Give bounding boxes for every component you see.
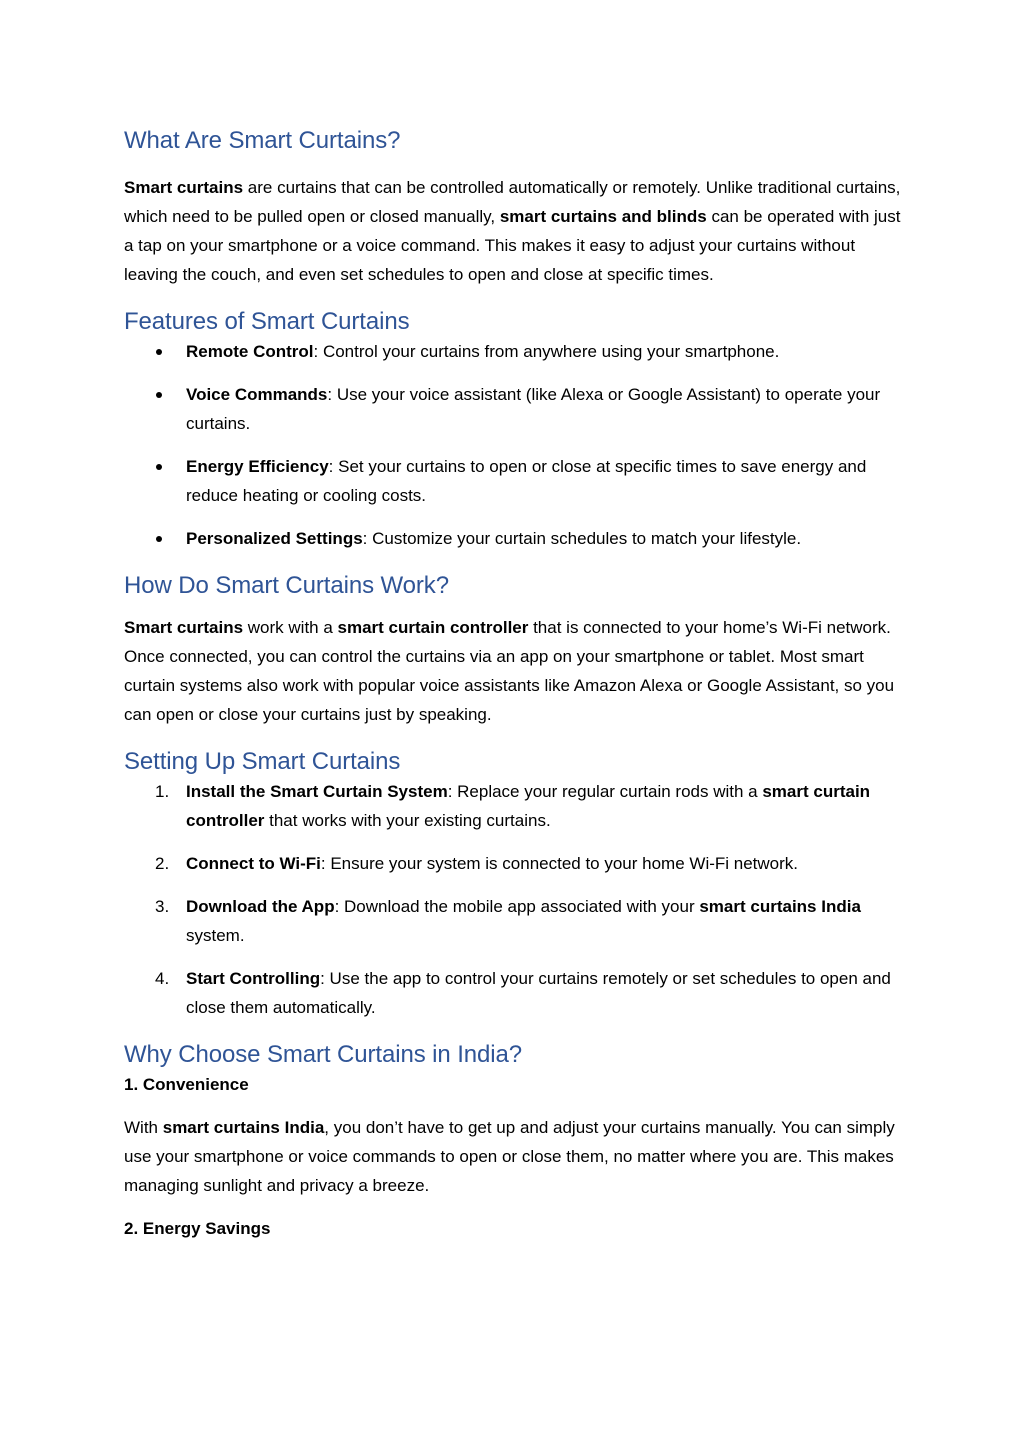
heading-how-do-smart-curtains-work: How Do Smart Curtains Work? (124, 572, 449, 599)
list-item-title: Connect to Wi-Fi (186, 854, 321, 873)
list-item-title: Install the Smart Curtain System (186, 782, 448, 801)
list-item-title: Personalized Settings (186, 529, 363, 548)
list-item-title: Start Controlling (186, 969, 321, 988)
list-item (124, 849, 904, 878)
bold-term: smart curtain controller (186, 782, 871, 830)
paragraph-text: that is connected to your home’s Wi-Fi network. Once connected, you can control the curtains via an app on your smartphone or tablet. Most smart curtain systems also work with popular voice assistants like Amazon Alexa or Google Assistant, so you can open or close your curtains just by speaking. (124, 618, 895, 724)
paragraph-convenience (124, 1113, 904, 1200)
list-item-text: : Download the mobile app associated with your (334, 897, 700, 916)
bullet-icon (156, 464, 162, 470)
list-item-text: : Use the app to control your curtains remotely or set schedules to open and close them automatically. (186, 969, 891, 1017)
list-item (124, 892, 904, 950)
heading-setting-up: Setting Up Smart Curtains (124, 748, 401, 775)
list-item (124, 524, 904, 553)
list-item (124, 337, 904, 366)
bold-term: Smart curtains (124, 178, 244, 197)
list-item-text: : Set your curtains to open or close at specific times to save energy and reduce heating or cooling costs. (186, 457, 867, 505)
step-number: 3. (155, 897, 170, 916)
list-item (124, 452, 904, 510)
subheading-energy-savings: 2. Energy Savings (124, 1219, 271, 1238)
bold-term: smart curtain controller (337, 618, 529, 637)
step-number: 4. (155, 969, 170, 988)
bold-term: smart curtains India (699, 897, 861, 916)
step-number: 1. (155, 782, 170, 801)
list-item (124, 964, 904, 1022)
subheading-convenience: 1. Convenience (124, 1075, 249, 1094)
list-item-text: : Replace your regular curtain rods with a (447, 782, 763, 801)
bold-term: smart curtains and blinds (499, 207, 707, 226)
heading-why-choose: Why Choose Smart Curtains in India? (124, 1041, 523, 1068)
list-item-text: : Control your curtains from anywhere using your smartphone. (313, 342, 780, 361)
document-page (124, 120, 904, 1243)
list-item-text: that works with your existing curtains. (264, 811, 551, 830)
list-item-title: Remote Control (186, 342, 314, 361)
paragraph-text: are curtains that can be controlled automatically or remotely. Unlike traditional curtains, which need to be pulled open or closed manually, (124, 178, 901, 226)
list-item (124, 380, 904, 438)
bullet-icon (156, 536, 162, 542)
list-item-text: system. (186, 926, 245, 945)
setup-steps-list (124, 777, 904, 1022)
list-item-text: : Use your voice assistant (like Alexa or Google Assistant) to operate your curtains. (186, 385, 881, 433)
list-item-title: Voice Commands (186, 385, 328, 404)
list-item-title: Download the App (186, 897, 335, 916)
features-list (124, 337, 904, 553)
paragraph-text: With (124, 1118, 163, 1137)
paragraph-how-it-works (124, 613, 904, 729)
paragraph-text: , you don’t have to get up and adjust your curtains manually. You can simply use your smartphone or voice commands to open or close them, no matter where you are. This makes managing sunlight and privacy a breeze. (124, 1118, 895, 1195)
paragraph-text: work with a (243, 618, 338, 637)
list-item-text: : Ensure your system is connected to your home Wi-Fi network. (320, 854, 799, 873)
bold-term: smart curtains India (162, 1118, 325, 1137)
list-item (124, 777, 904, 835)
bold-term: Smart curtains (124, 618, 244, 637)
heading-features: Features of Smart Curtains (124, 308, 410, 335)
bullet-icon (156, 349, 162, 355)
paragraph-what-are-smart-curtains (124, 173, 904, 289)
list-item-text: : Customize your curtain schedules to match your lifestyle. (362, 529, 802, 548)
list-item-title: Energy Efficiency (186, 457, 329, 476)
step-number: 2. (155, 854, 170, 873)
paragraph-text: can be operated with just a tap on your smartphone or a voice command. This makes it easy to adjust your curtains without leaving the couch, and even set schedules to open and close at specific times. (124, 207, 901, 284)
heading-what-are-smart-curtains: What Are Smart Curtains? (124, 127, 401, 154)
bullet-icon (156, 392, 162, 398)
